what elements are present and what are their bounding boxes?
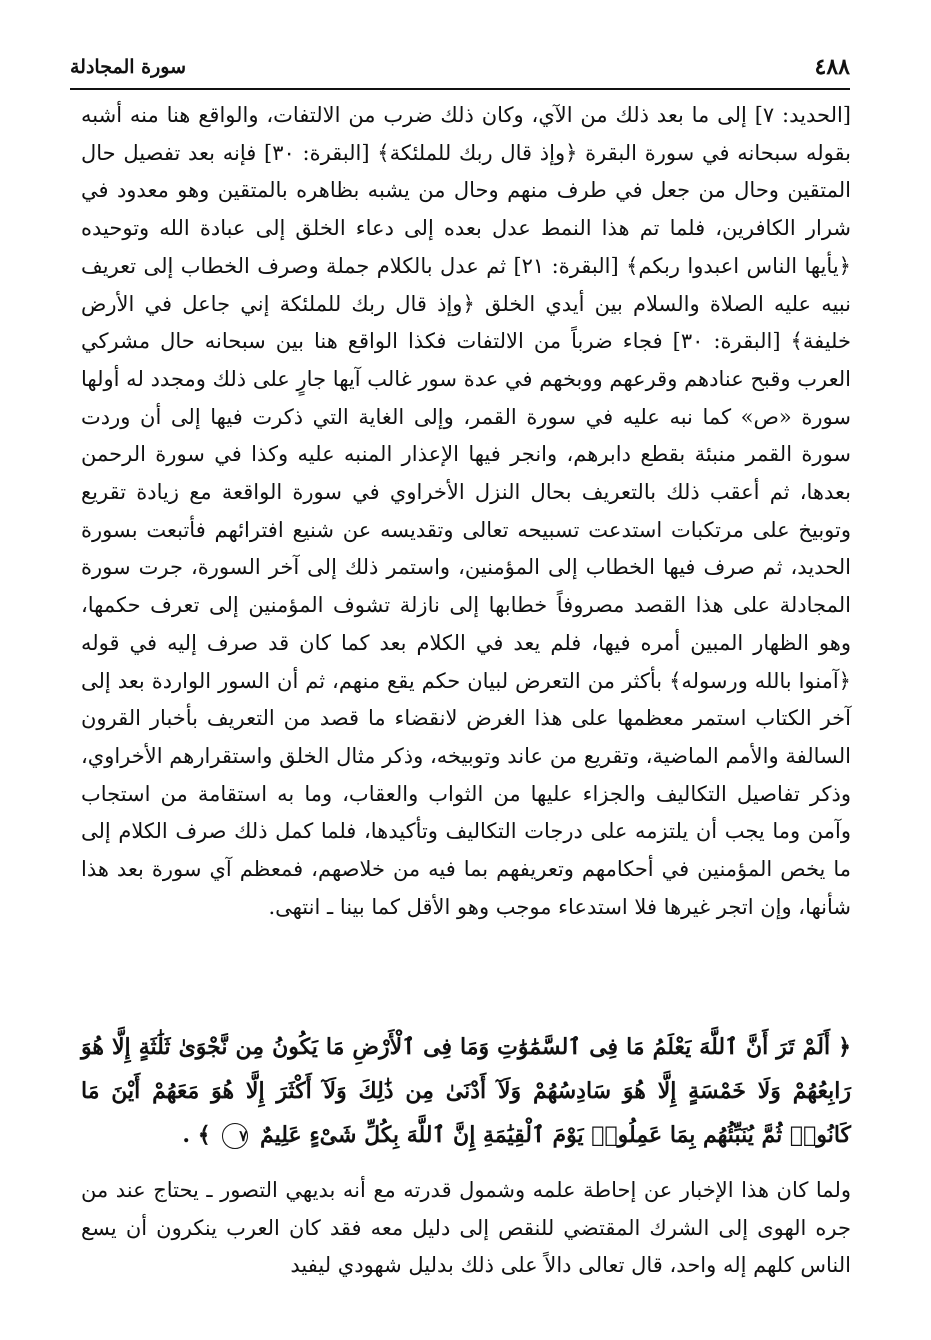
- page-header: [70, 50, 850, 84]
- quran-verse: [81, 1025, 851, 1157]
- verse-open-bracket: ﴿: [838, 1034, 851, 1060]
- page-number: ٤٨٨: [814, 54, 850, 80]
- tafsir-paragraph: ولما كان هذا الإخبار عن إحاطة علمه وشمول قدرته مع أنه بديهي التصور ـ يحتاج عند من جره الهوى إلى الشرك المقتضي للنقص إلى دليل معه فقد كان العرب ينكرون أن يسع الناس كلهم إله واحد، قال تعالى دالاً على ذلك بدليل شهودي ليفيد: [81, 1178, 851, 1278]
- verse-number-badge: ٧: [222, 1123, 248, 1149]
- surah-title: سورة المجادلة: [70, 56, 187, 78]
- verse-text: أَلَمْ تَرَ أَنَّ ٱللَّهَ يَعْلَمُ مَا فِى ٱلسَّمَٰوَٰتِ وَمَا فِى ٱلْأَرْضِ مَا يَكُونُ مِن نَّجْوَىٰ ثَلَٰثَةٍ إِلَّا هُوَ رَابِعُهُمْ وَلَا خَمْسَةٍ إِلَّا هُوَ سَادِسُهُمْ وَلَآ أَدْنَىٰ مِن ذَٰلِكَ وَلَآ أَكْثَرَ إِلَّا هُوَ مَعَهُمْ أَيْنَ مَا كَانُوا۟ ثُمَّ يُنَبِّئُهُم بِمَا عَمِلُوا۟ يَوْمَ ٱلْقِيَٰمَةِ إِنَّ ٱللَّهَ بِكُلِّ شَىْءٍ عَلِيمٌ: [81, 1034, 851, 1148]
- verse-close-bracket: ﴾ .: [182, 1122, 211, 1148]
- commentary-paragraph: [الحديد: ٧] إلى ما بعد ذلك من الآي، وكان ذلك ضرب من الالتفات، والواقع هنا منه أشبه بقوله سبحانه في سورة البقرة ﴿وإذ قال ربك للملئكة﴾ [البقرة: ٣٠] فإنه بعد تفصيل حال المتقين وحال من جعل في طرف منهم وحال من يشبه بظاهره بالمتقين وهو معدود في شرار الكافرين، فلما تم هذا النمط عدل بعده إلى دعاء الخلق إلى عبادة الله وتوحيده ﴿يأيها الناس اعبدوا ربكم﴾ [البقرة: ٢١] ثم عدل بالكلام جملة وصرف الخطاب إلى تعريف نبيه عليه الصلاة والسلام بين أيدي الخلق ﴿وإذ قال ربك للملئكة إني جاعل في الأرض خليفة﴾ [البقرة: ٣٠] فجاء ضرباً من الالتفات فكذا الواقع هنا بين سبحانه حال مشركي العرب وقبح عنادهم وقرعهم ووبخهم في عدة سور غالب آيها جارٍ على ذلك ومجدد له أولها سورة «ص» كما نبه عليه في سورة القمر، وإلى الغاية التي ذكرت فيها إلى أن وردت سورة القمر منبئة بقطع دابرهم، وانجر فيها الإعذار المنبه عليه وكذا في سورة الرحمن بعدها، ثم أعقب ذلك بالتعريف بحال النزل الأخراوي في سورة الواقعة مع زيادة تقريع وتوبيخ على مرتكبات استدعت تسبيحه تعالى وتقديسه عن شنيع افترائهم فأتبعت بسورة الحديد، ثم صرف فيها الخطاب إلى المؤمنين، واستمر ذلك إلى آخر السورة، جرت سورة المجادلة على هذا القصد مصروفاً خطابها إلى نازلة تشوف المؤمنين إلى تعرف حكمها، وهو الظهار المبين أمره فيها، فلم يعد في الكلام بعد كما كان قد صرف إليه في قوله ﴿آمنوا بالله ورسوله﴾ بأكثر من التعرض لبيان حكم يقع منهم، ثم أن السور الواردة بعد إلى آخر الكتاب استمر معظمها على هذا الغرض لانقضاء ما قصد من التعريف بأخبار القرون السالفة والأمم الماضية، وتقريع من عاند وتوبيخه، وذكر مثال الخلق واستقرارهم الأخراوي، وذكر تفاصيل التكاليف والجزاء عليها من الثواب والعقاب، وما به استقامة من استجاب وآمن وما يجب أن يلتزمه على درجات التكاليف وتأكيدها، فلما كمل ذلك صرف الكلام إلى ما يخص المؤمنين في أحكامهم وتعريفهم بما فيه من خلاصهم، فمعظم آي سورة بعد هذا شأنها، وإن اتجر غيرها فلا استدعاء موجب وهو الأقل كما بينا ـ انتهى.: [81, 103, 851, 919]
- header-divider: [70, 88, 850, 90]
